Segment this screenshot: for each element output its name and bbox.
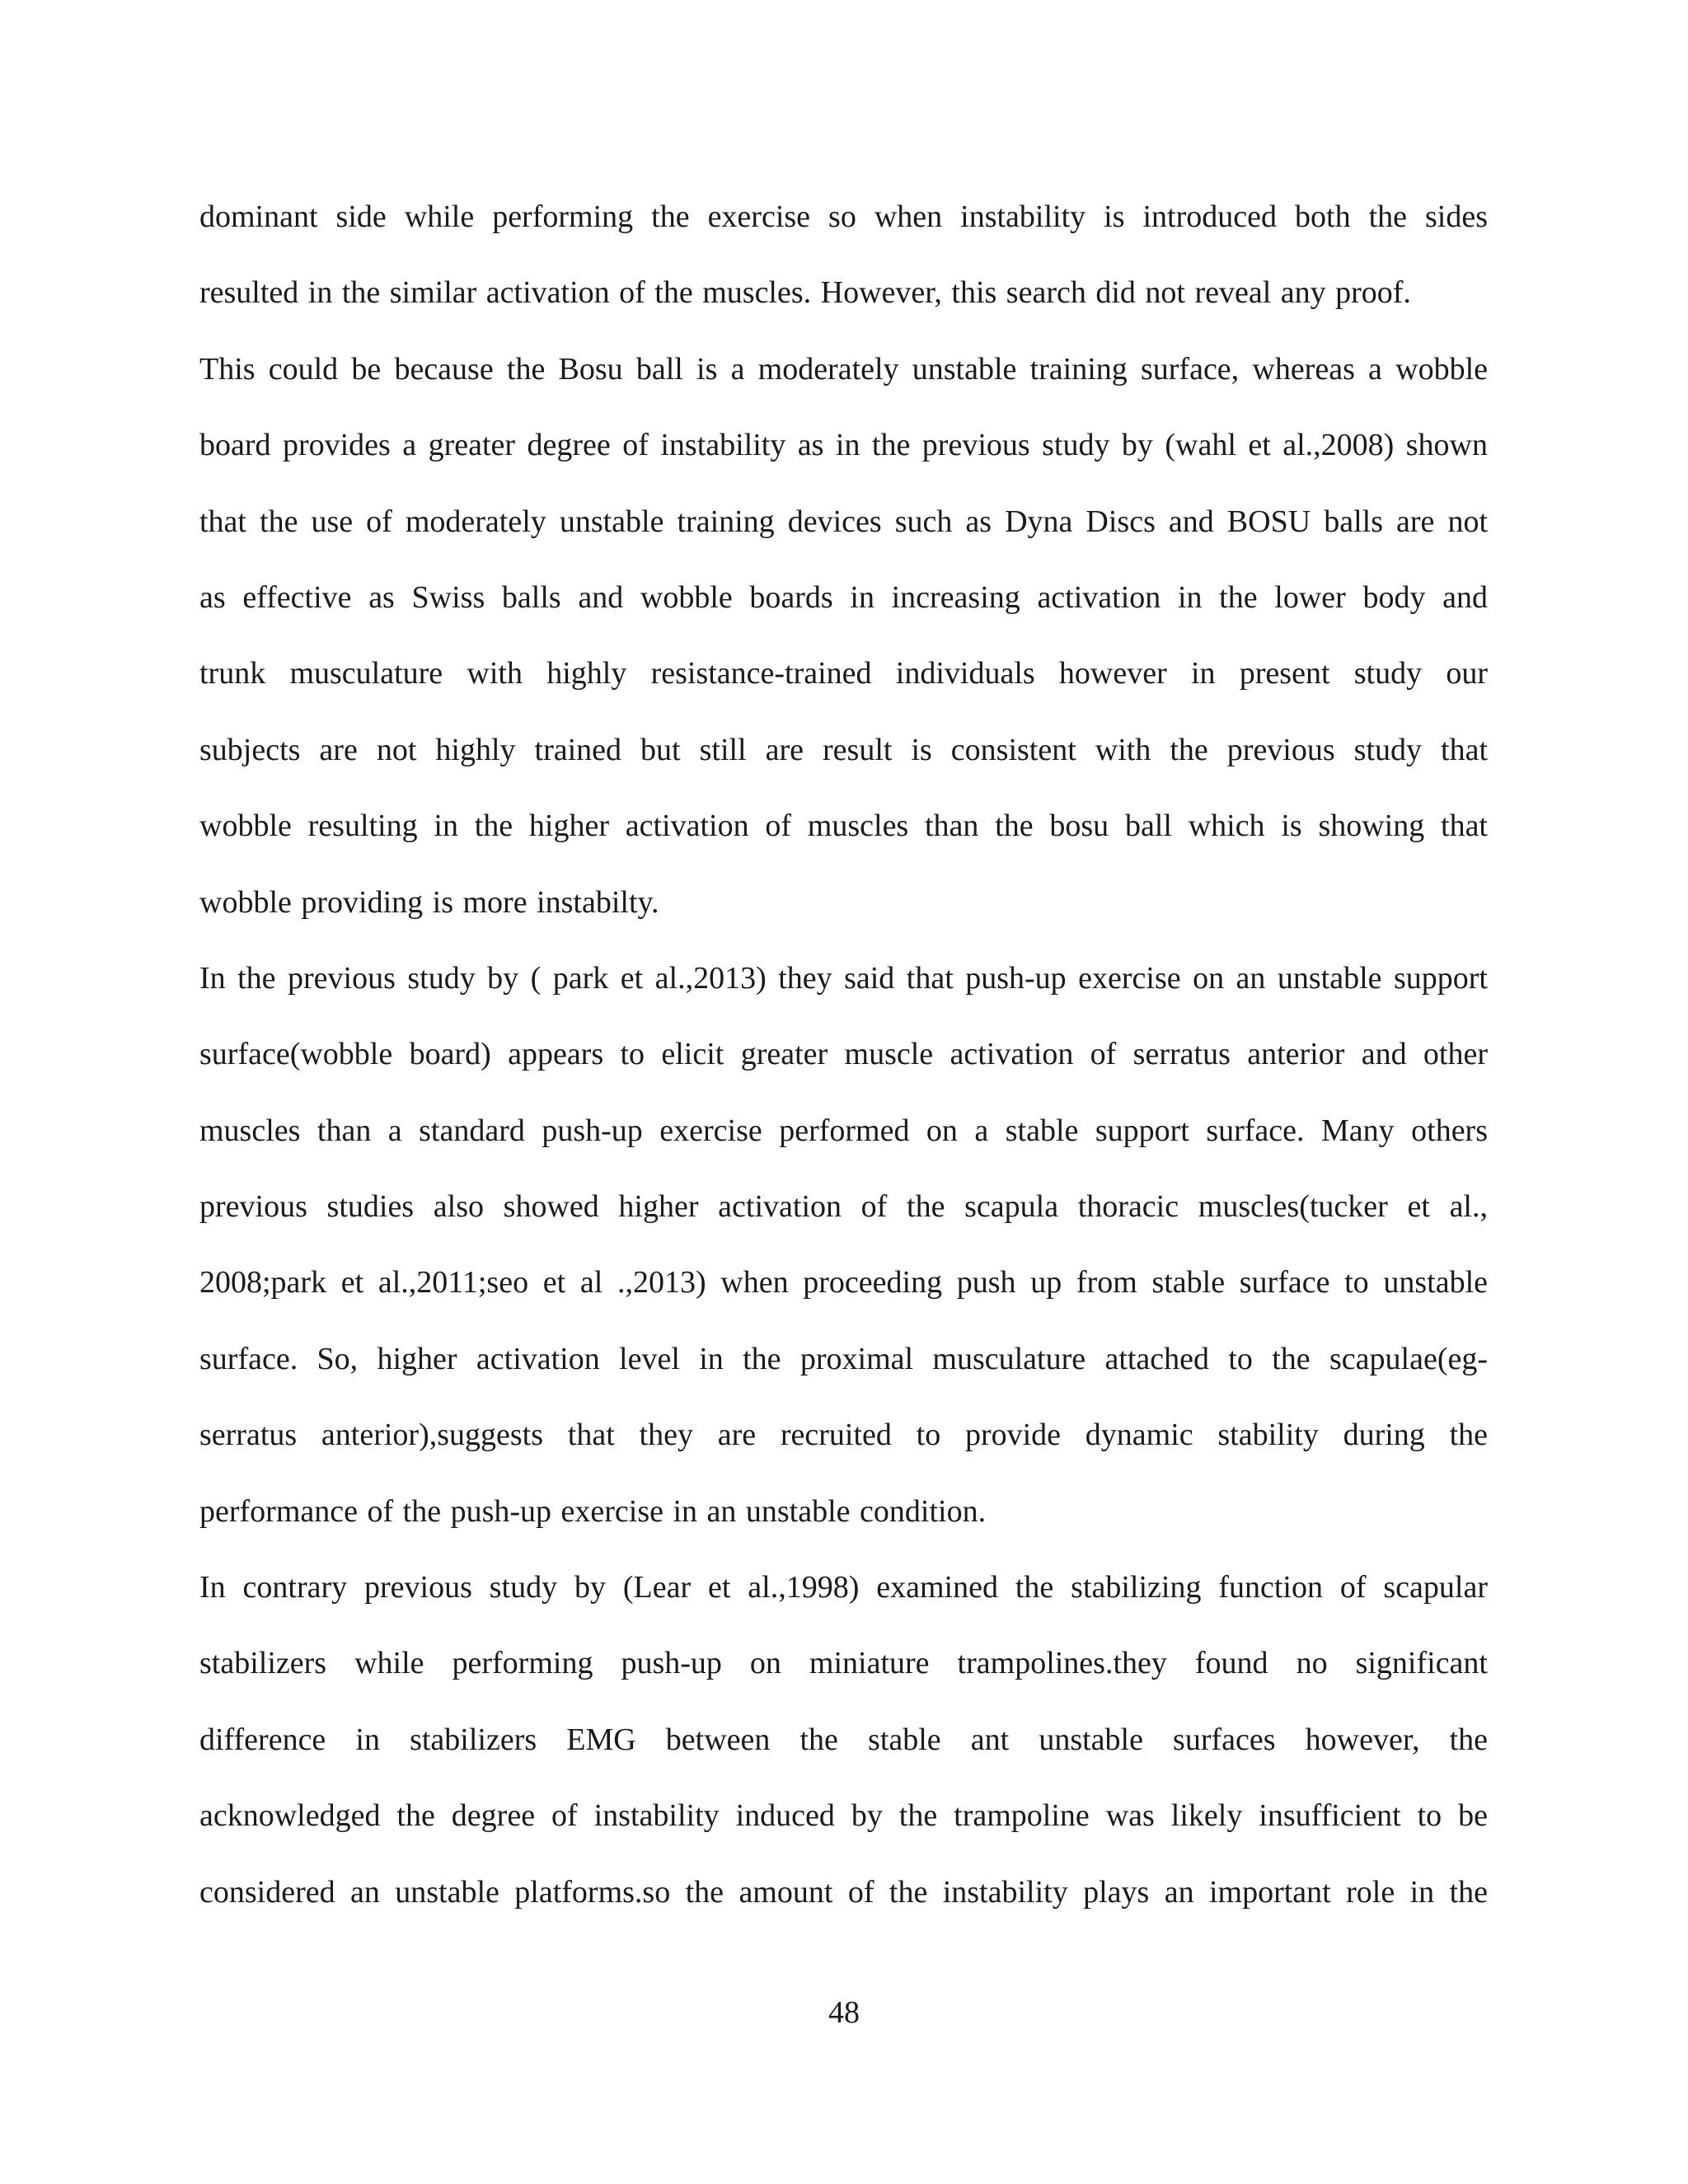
text-line: wobble providing is more instabilty. [199, 884, 659, 920]
text-line: performance of the push-up exercise in an unstable condition. [199, 1493, 987, 1529]
body-text [199, 187, 1488, 1938]
text-line: trunk musculature with highly resistance-trained individuals however in present study our [199, 656, 1488, 691]
text-line: In the previous study by ( park et al.,2013) they said that push-up exercise on an unstable support [199, 960, 1488, 996]
text-line: that the use of moderately unstable training devices such as Dyna Discs and BOSU balls are not [199, 504, 1488, 539]
page-number: 48 [828, 1995, 860, 2030]
text-line: surface(wobble board) appears to elicit greater muscle activation of serratus anterior and other [199, 1037, 1488, 1072]
text-line: stabilizers while performing push-up on miniature trampolines.they found no significant [199, 1646, 1488, 1681]
text-line: 2008;park et al.,2011;seo et al .,2013) when proceeding push up from stable surface to unstable [199, 1265, 1488, 1301]
text-line: as effective as Swiss balls and wobble boards in increasing activation in the lower body and [199, 579, 1488, 615]
text-line: difference in stabilizers EMG between the stable ant unstable surfaces however, the [199, 1722, 1488, 1757]
text-line: serratus anterior),suggests that they are recruited to provide dynamic stability during the [199, 1418, 1488, 1453]
text-line: This could be because the Bosu ball is a moderately unstable training surface, whereas a wobble [199, 351, 1488, 387]
text-line: considered an unstable platforms.so the amount of the instability plays an important role in the [199, 1874, 1488, 1910]
text-line: surface. So, higher activation level in the proximal musculature attached to the scapulae(eg- [199, 1341, 1488, 1376]
text-line: acknowledged the degree of instability induced by the trampoline was likely insufficient to be [199, 1798, 1488, 1834]
text-line: subjects are not highly trained but still are result is consistent with the previous study that [199, 732, 1488, 767]
text-line: muscles than a standard push-up exercise performed on a stable support surface. Many others [199, 1113, 1488, 1148]
text-line: previous studies also showed higher activation of the scapula thoracic muscles(tucker et al., [199, 1189, 1488, 1225]
text-line: wobble resulting in the higher activation of muscles than the bosu ball which is showing that [199, 808, 1488, 844]
text-line: resulted in the similar activation of the muscles. However, this search did not reveal any proof. [199, 275, 1411, 311]
text-line: dominant side while performing the exercise so when instability is introduced both the sides [199, 199, 1488, 234]
text-line: In contrary previous study by (Lear et al.,1998) examined the stabilizing function of scapular [199, 1570, 1488, 1605]
text-line: board provides a greater degree of instability as in the previous study by (wahl et al.,2008) shown [199, 428, 1488, 463]
